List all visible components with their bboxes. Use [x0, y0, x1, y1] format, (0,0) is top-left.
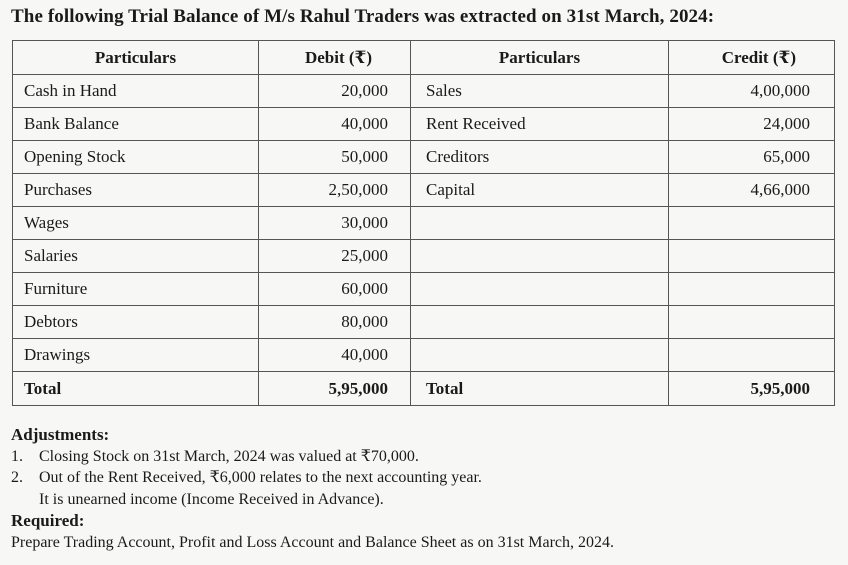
credit-amount: 65,000: [669, 141, 835, 174]
page-heading: The following Trial Balance of M/s Rahul Traders was extracted on 31st March, 2024:: [11, 6, 715, 27]
total-row: [13, 372, 835, 406]
adjustment-item: [11, 467, 831, 489]
credit-amount: 4,00,000: [669, 75, 835, 108]
table-header-row: [13, 41, 835, 75]
table-row: [13, 141, 835, 174]
credit-particular: [411, 273, 669, 306]
debit-particular: Cash in Hand: [13, 75, 259, 108]
credit-particular: Sales: [411, 75, 669, 108]
debit-amount: 40,000: [259, 339, 411, 372]
total-label-debit: Total: [13, 372, 259, 406]
debit-amount: 60,000: [259, 273, 411, 306]
header-particulars-debit: Particulars: [13, 41, 259, 75]
debit-particular: Opening Stock: [13, 141, 259, 174]
debit-amount: 30,000: [259, 207, 411, 240]
debit-particular: Drawings: [13, 339, 259, 372]
table-row: [13, 240, 835, 273]
debit-amount: 20,000: [259, 75, 411, 108]
adjustment-number: 2.: [11, 469, 23, 486]
credit-particular: [411, 339, 669, 372]
debit-amount: 50,000: [259, 141, 411, 174]
adjustment-item: [11, 446, 831, 468]
required-title: Required:: [11, 511, 85, 530]
total-label-credit: Total: [411, 372, 669, 406]
table-row: [13, 339, 835, 372]
debit-amount: 25,000: [259, 240, 411, 273]
table-row: [13, 174, 835, 207]
header-particulars-credit: Particulars: [411, 41, 669, 75]
table-row: [13, 306, 835, 339]
table-row: [13, 273, 835, 306]
debit-particular: Furniture: [13, 273, 259, 306]
trial-balance-table: [12, 40, 835, 406]
debit-particular: Purchases: [13, 174, 259, 207]
credit-particular: Capital: [411, 174, 669, 207]
credit-particular: [411, 207, 669, 240]
debit-amount: 40,000: [259, 108, 411, 141]
credit-amount: [669, 207, 835, 240]
credit-amount: [669, 240, 835, 273]
credit-amount: 24,000: [669, 108, 835, 141]
adjustment-number: 1.: [11, 447, 23, 465]
debit-particular: Wages: [13, 207, 259, 240]
credit-particular: Creditors: [411, 141, 669, 174]
credit-particular: [411, 240, 669, 273]
required-text: Prepare Trading Account, Profit and Loss Account and Balance Sheet as on 31st March, 2024.: [11, 533, 614, 551]
adjustment-continuation: It is unearned income (Income Received in Advance).: [39, 490, 384, 508]
adjustment-text: Closing Stock on 31st March, 2024 was valued at ₹70,000.: [39, 447, 419, 465]
credit-particular: [411, 306, 669, 339]
debit-particular: Bank Balance: [13, 108, 259, 141]
credit-particular: Rent Received: [411, 108, 669, 141]
table-row: [13, 108, 835, 141]
table-body: [13, 75, 835, 406]
credit-amount: [669, 273, 835, 306]
credit-amount: 4,66,000: [669, 174, 835, 207]
debit-amount: 80,000: [259, 306, 411, 339]
credit-amount: [669, 306, 835, 339]
header-credit: Credit (₹): [669, 41, 835, 75]
credit-amount: [669, 339, 835, 372]
table-row: [13, 207, 835, 240]
notes-section: [11, 424, 831, 553]
table-row: [13, 75, 835, 108]
adjustments-title: Adjustments:: [11, 425, 110, 444]
debit-particular: Salaries: [13, 240, 259, 273]
debit-amount: 2,50,000: [259, 174, 411, 207]
total-debit: 5,95,000: [259, 372, 411, 406]
header-debit: Debit (₹): [259, 41, 411, 75]
adjustment-text: Out of the Rent Received, ₹6,000 relates to the next accounting year.: [39, 469, 482, 486]
debit-particular: Debtors: [13, 306, 259, 339]
total-credit: 5,95,000: [669, 372, 835, 406]
